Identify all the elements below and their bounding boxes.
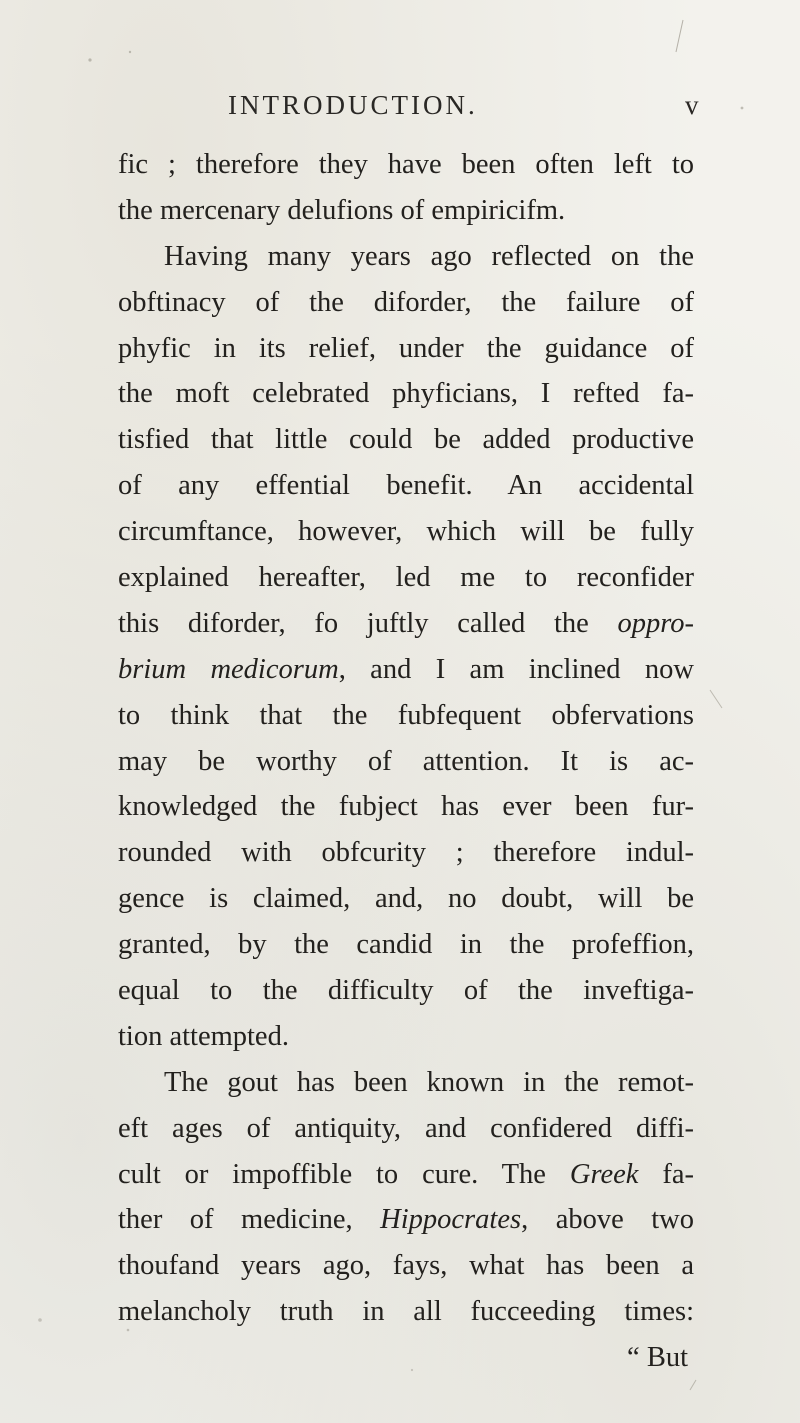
text-line: the mercenary delufions of empiricifm. bbox=[118, 194, 566, 226]
text-line: tisfied that little could be added productive bbox=[118, 424, 694, 456]
text-line bbox=[118, 1152, 694, 1198]
text-line: the moft celebrated phyficians, I refted fa- bbox=[118, 378, 694, 410]
text-line: eft ages of antiquity, and confidered diffi- bbox=[118, 1112, 694, 1144]
text-line: phyfic in its relief, under the guidance of bbox=[118, 332, 694, 364]
text-segment: ther of medicine, bbox=[118, 1204, 353, 1236]
catchword: “ But bbox=[627, 1342, 688, 1374]
text-line bbox=[118, 1197, 694, 1243]
text-line: obftinacy of the diforder, the failure of bbox=[118, 286, 694, 318]
text-segment: cult or impoffible to cure. The bbox=[118, 1158, 546, 1190]
text-line: knowledged the fubject has ever been fur- bbox=[118, 791, 694, 823]
text-line: melancholy truth in all fucceeding times: bbox=[118, 1296, 694, 1328]
text-line: rounded with obfcurity ; therefore indul- bbox=[118, 837, 694, 869]
text-line bbox=[118, 647, 694, 693]
text-line: tion attempted. bbox=[118, 1020, 289, 1052]
paragraph-start-line: The gout has been known in the remot- bbox=[164, 1066, 694, 1098]
body-text bbox=[118, 142, 694, 1381]
text-line: circumftance, however, which will be fully bbox=[118, 516, 694, 548]
text-segment: fa- bbox=[662, 1158, 695, 1190]
italic-term: Hippocrates bbox=[380, 1204, 522, 1236]
italic-term: Greek bbox=[569, 1158, 639, 1190]
text-line: of any effential benefit. An accidental bbox=[118, 470, 694, 502]
paragraph-start-line: Having many years ago reflected on the bbox=[164, 240, 694, 272]
text-line: gence is claimed, and, no doubt, will be bbox=[118, 883, 694, 915]
text-line: fic ; therefore they have been often left to bbox=[118, 149, 694, 180]
text-segment: , and I am inclined now bbox=[338, 653, 694, 685]
text-line: may be worthy of attention. It is ac- bbox=[118, 745, 694, 777]
text-segment: , above two bbox=[521, 1204, 694, 1236]
text-line bbox=[118, 601, 694, 647]
italic-term: oppro- bbox=[617, 607, 695, 639]
text-line: granted, by the candid in the profeffion, bbox=[118, 929, 694, 961]
text-line: thoufand years ago, fays, what has been a bbox=[118, 1250, 694, 1282]
page-number: v bbox=[685, 90, 699, 120]
text-line: equal to the difficulty of the inveftiga- bbox=[118, 975, 694, 1007]
italic-term: brium medicorum bbox=[118, 653, 339, 685]
text-line: to think that the fubfequent obfervations bbox=[118, 699, 694, 731]
text-line: explained hereafter, led me to reconfider bbox=[118, 562, 694, 594]
running-head bbox=[0, 90, 800, 130]
running-title: INTRODUCTION. bbox=[228, 90, 478, 120]
text-segment: this diforder, fo juftly called the bbox=[118, 607, 589, 639]
